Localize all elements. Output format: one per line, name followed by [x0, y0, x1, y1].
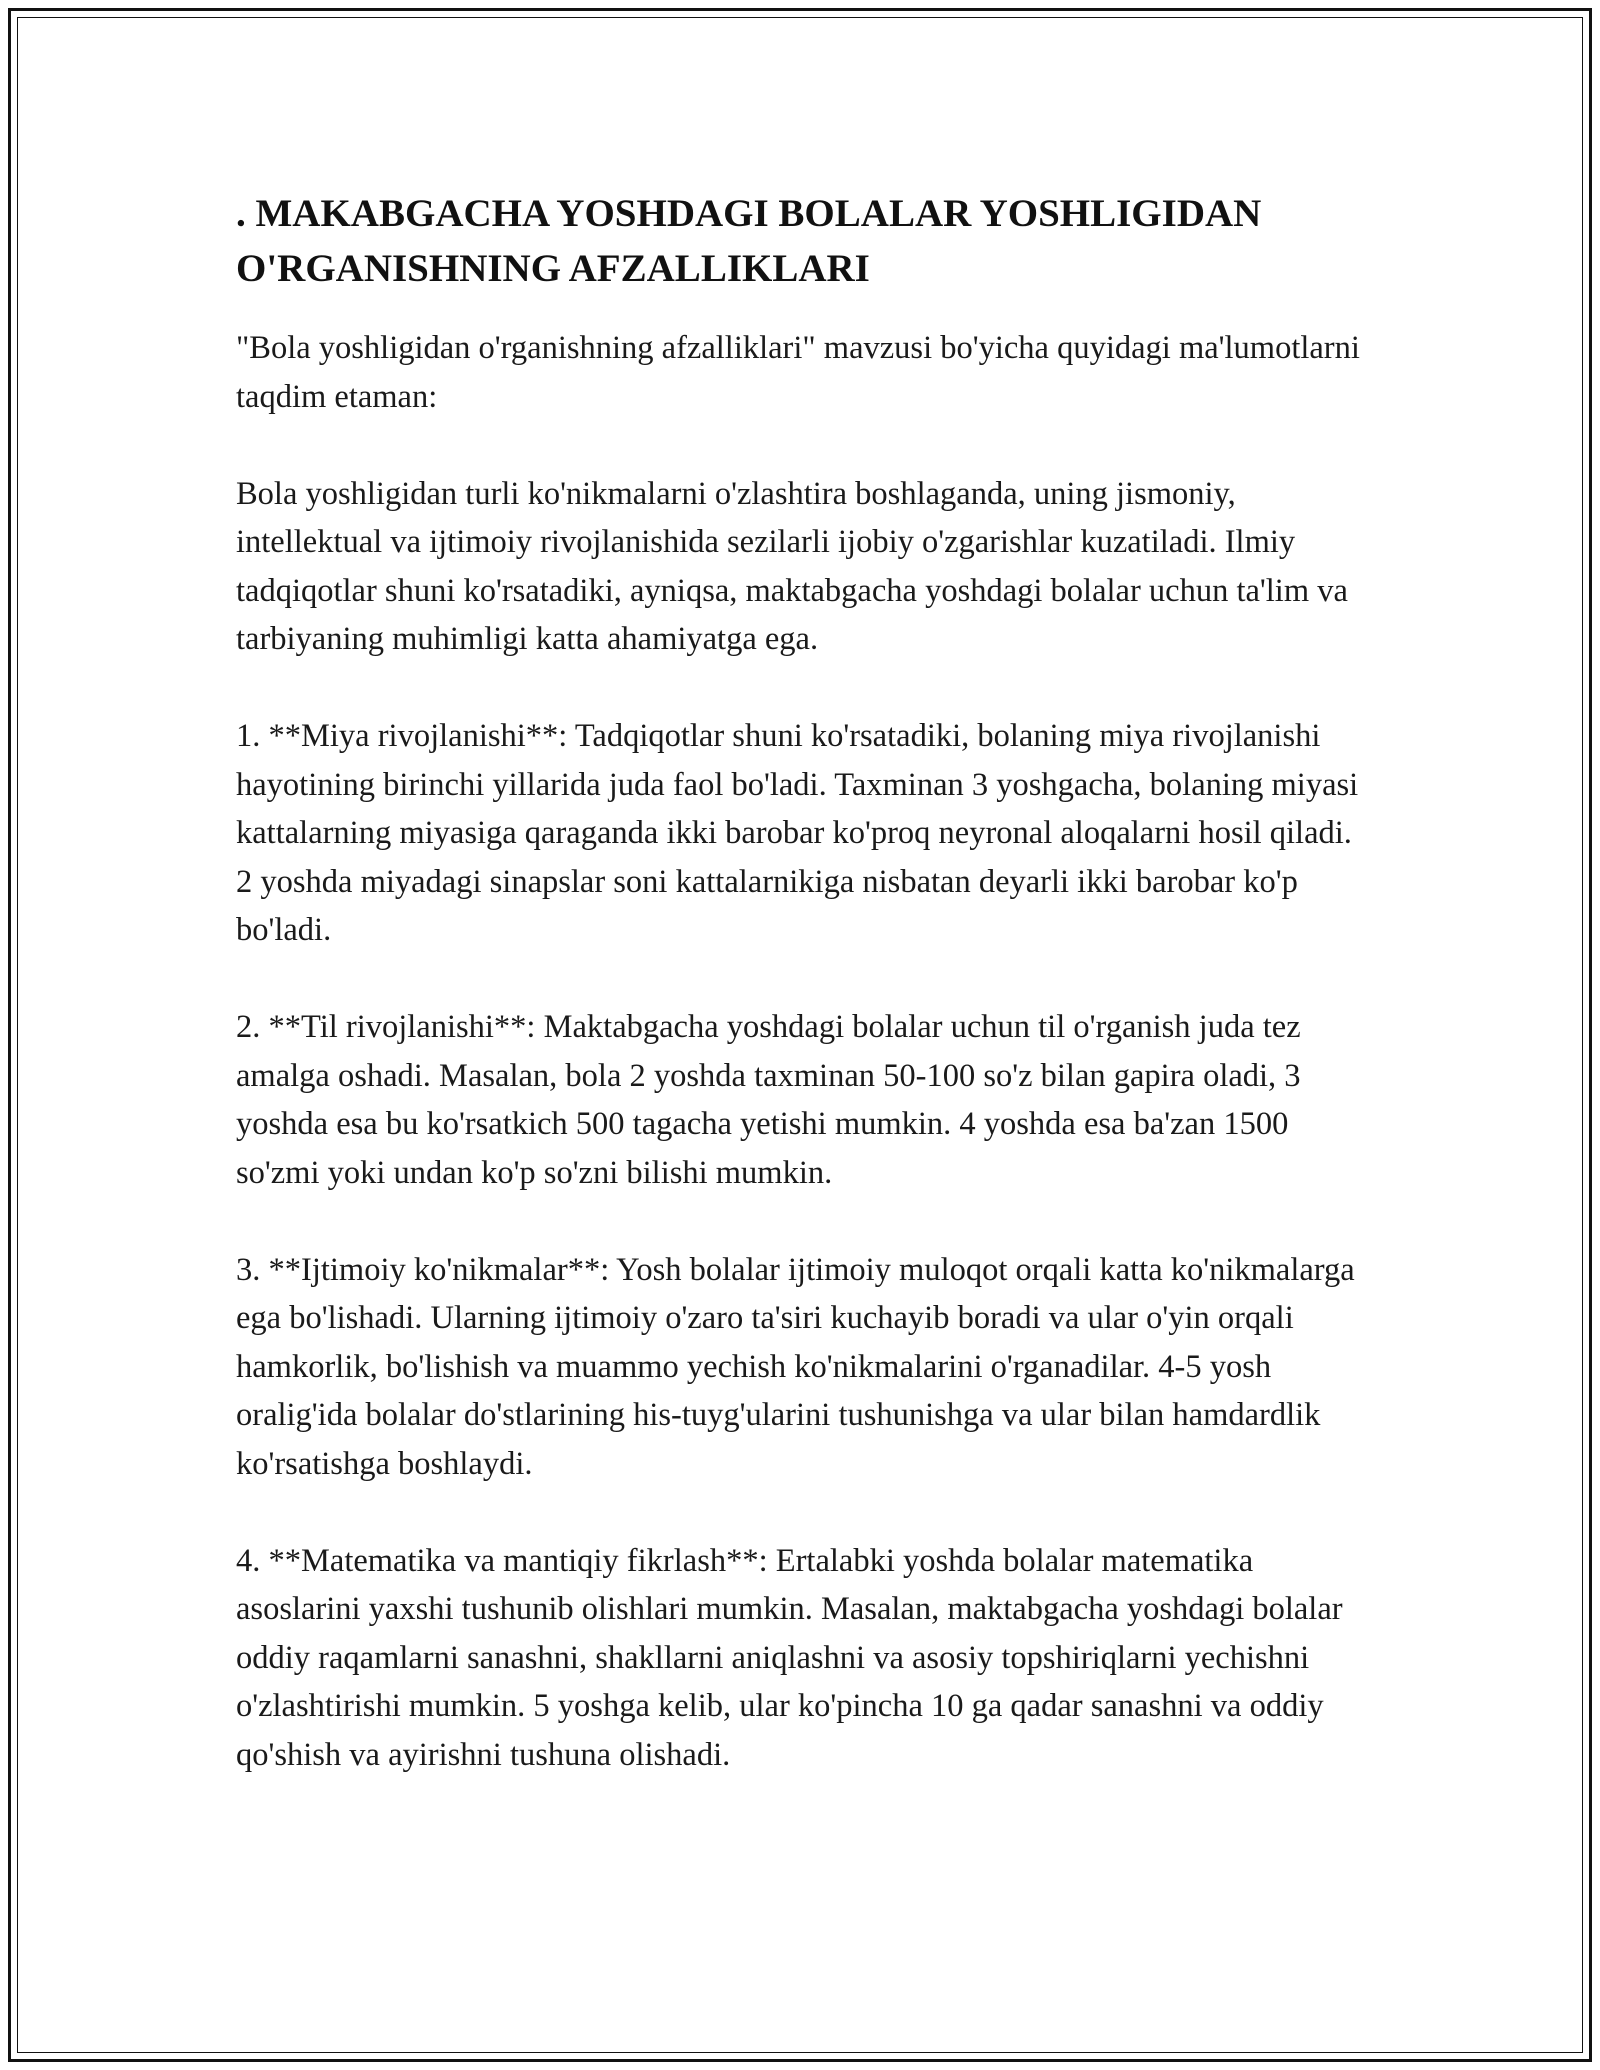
intro-paragraph: "Bola yoshligidan o'rganishning afzalliklari" mavzusi bo'yicha quyidagi ma'lumotlarni taqdim etaman:: [236, 330, 1360, 415]
point-brain-development: 1. **Miya rivojlanishi**: Tadqiqotlar shuni ko'rsatadiki, bolaning miya rivojlanishi hayotining birinchi yillarida juda faol bo'ladi. Taxminan 3 yoshgacha, bolaning miyasi kattalarning miyasiga qaraganda ikki barobar ko'proq neyronal aloqalarni hosil qiladi. 2 yoshda miyadagi sinapslar soni kattalarnikiga nisbatan deyarli ikki barobar ko'p bo'ladi.: [236, 718, 1359, 948]
point-language-development: 2. **Til rivojlanishi**: Maktabgacha yoshdagi bolalar uchun til o'rganish juda tez amalga oshadi. Masalan, bola 2 yoshda taxminan 50-100 so'z bilan gapira oladi, 3 yoshda esa bu ko'rsatkich 500 tagacha yetishi mumkin. 4 yoshda esa ba'zan 1500 so'zmi yoki undan ko'p so'zni bilishi mumkin.: [236, 1009, 1301, 1191]
document-title: . MAKABGACHA YOSHDAGI BOLALAR YOSHLIGIDAN O'RGANISHNING AFZALLIKLARI: [236, 192, 1262, 290]
point-math-logic: 4. **Matematika va mantiqiy fikrlash**: Ertalabki yoshda bolalar matematika asoslarini yaxshi tushunib olishlari mumkin. Masalan, maktabgacha yoshdagi bolalar oddiy raqamlarni sanashni, shakllarni aniqlashni va asosiy topshiriqlarni yechishni o'zlashtirishi mumkin. 5 yoshga kelib, ular ko'pincha 10 ga qadar sanashni va oddiy qo'shish va ayirishni tushuna olishadi.: [236, 1542, 1343, 1773]
point-social-skills: 3. **Ijtimoiy ko'nikmalar**: Yosh bolalar ijtimoiy muloqot orqali katta ko'nikmalarga ega bo'lishadi. Ularning ijtimoiy o'zaro ta'siri kuchayib boradi va ular o'yin orqali hamkorlik, bo'lishish va muammo yechish ko'nikmalarini o'rganadilar. 4-5 yosh oralig'ida bolalar do'stlarining his-tuyg'ularini tushunishga va ular bilan hamdardlik ko'rsatishga boshlaydi.: [236, 1251, 1355, 1482]
overview-paragraph: Bola yoshligidan turli ko'nikmalarni o'zlashtira boshlaganda, uning jismoniy, intellektual va ijtimoiy rivojlanishida sezilarli ijobiy o'zgarishlar kuzatiladi. Ilmiy tadqiqotlar shuni ko'rsatadiki, ayniqsa, maktabgacha yoshdagi bolalar uchun ta'lim va tarbiyaning muhimligi katta ahamiyatga ega.: [236, 475, 1348, 657]
document-body: [236, 186, 1376, 1828]
